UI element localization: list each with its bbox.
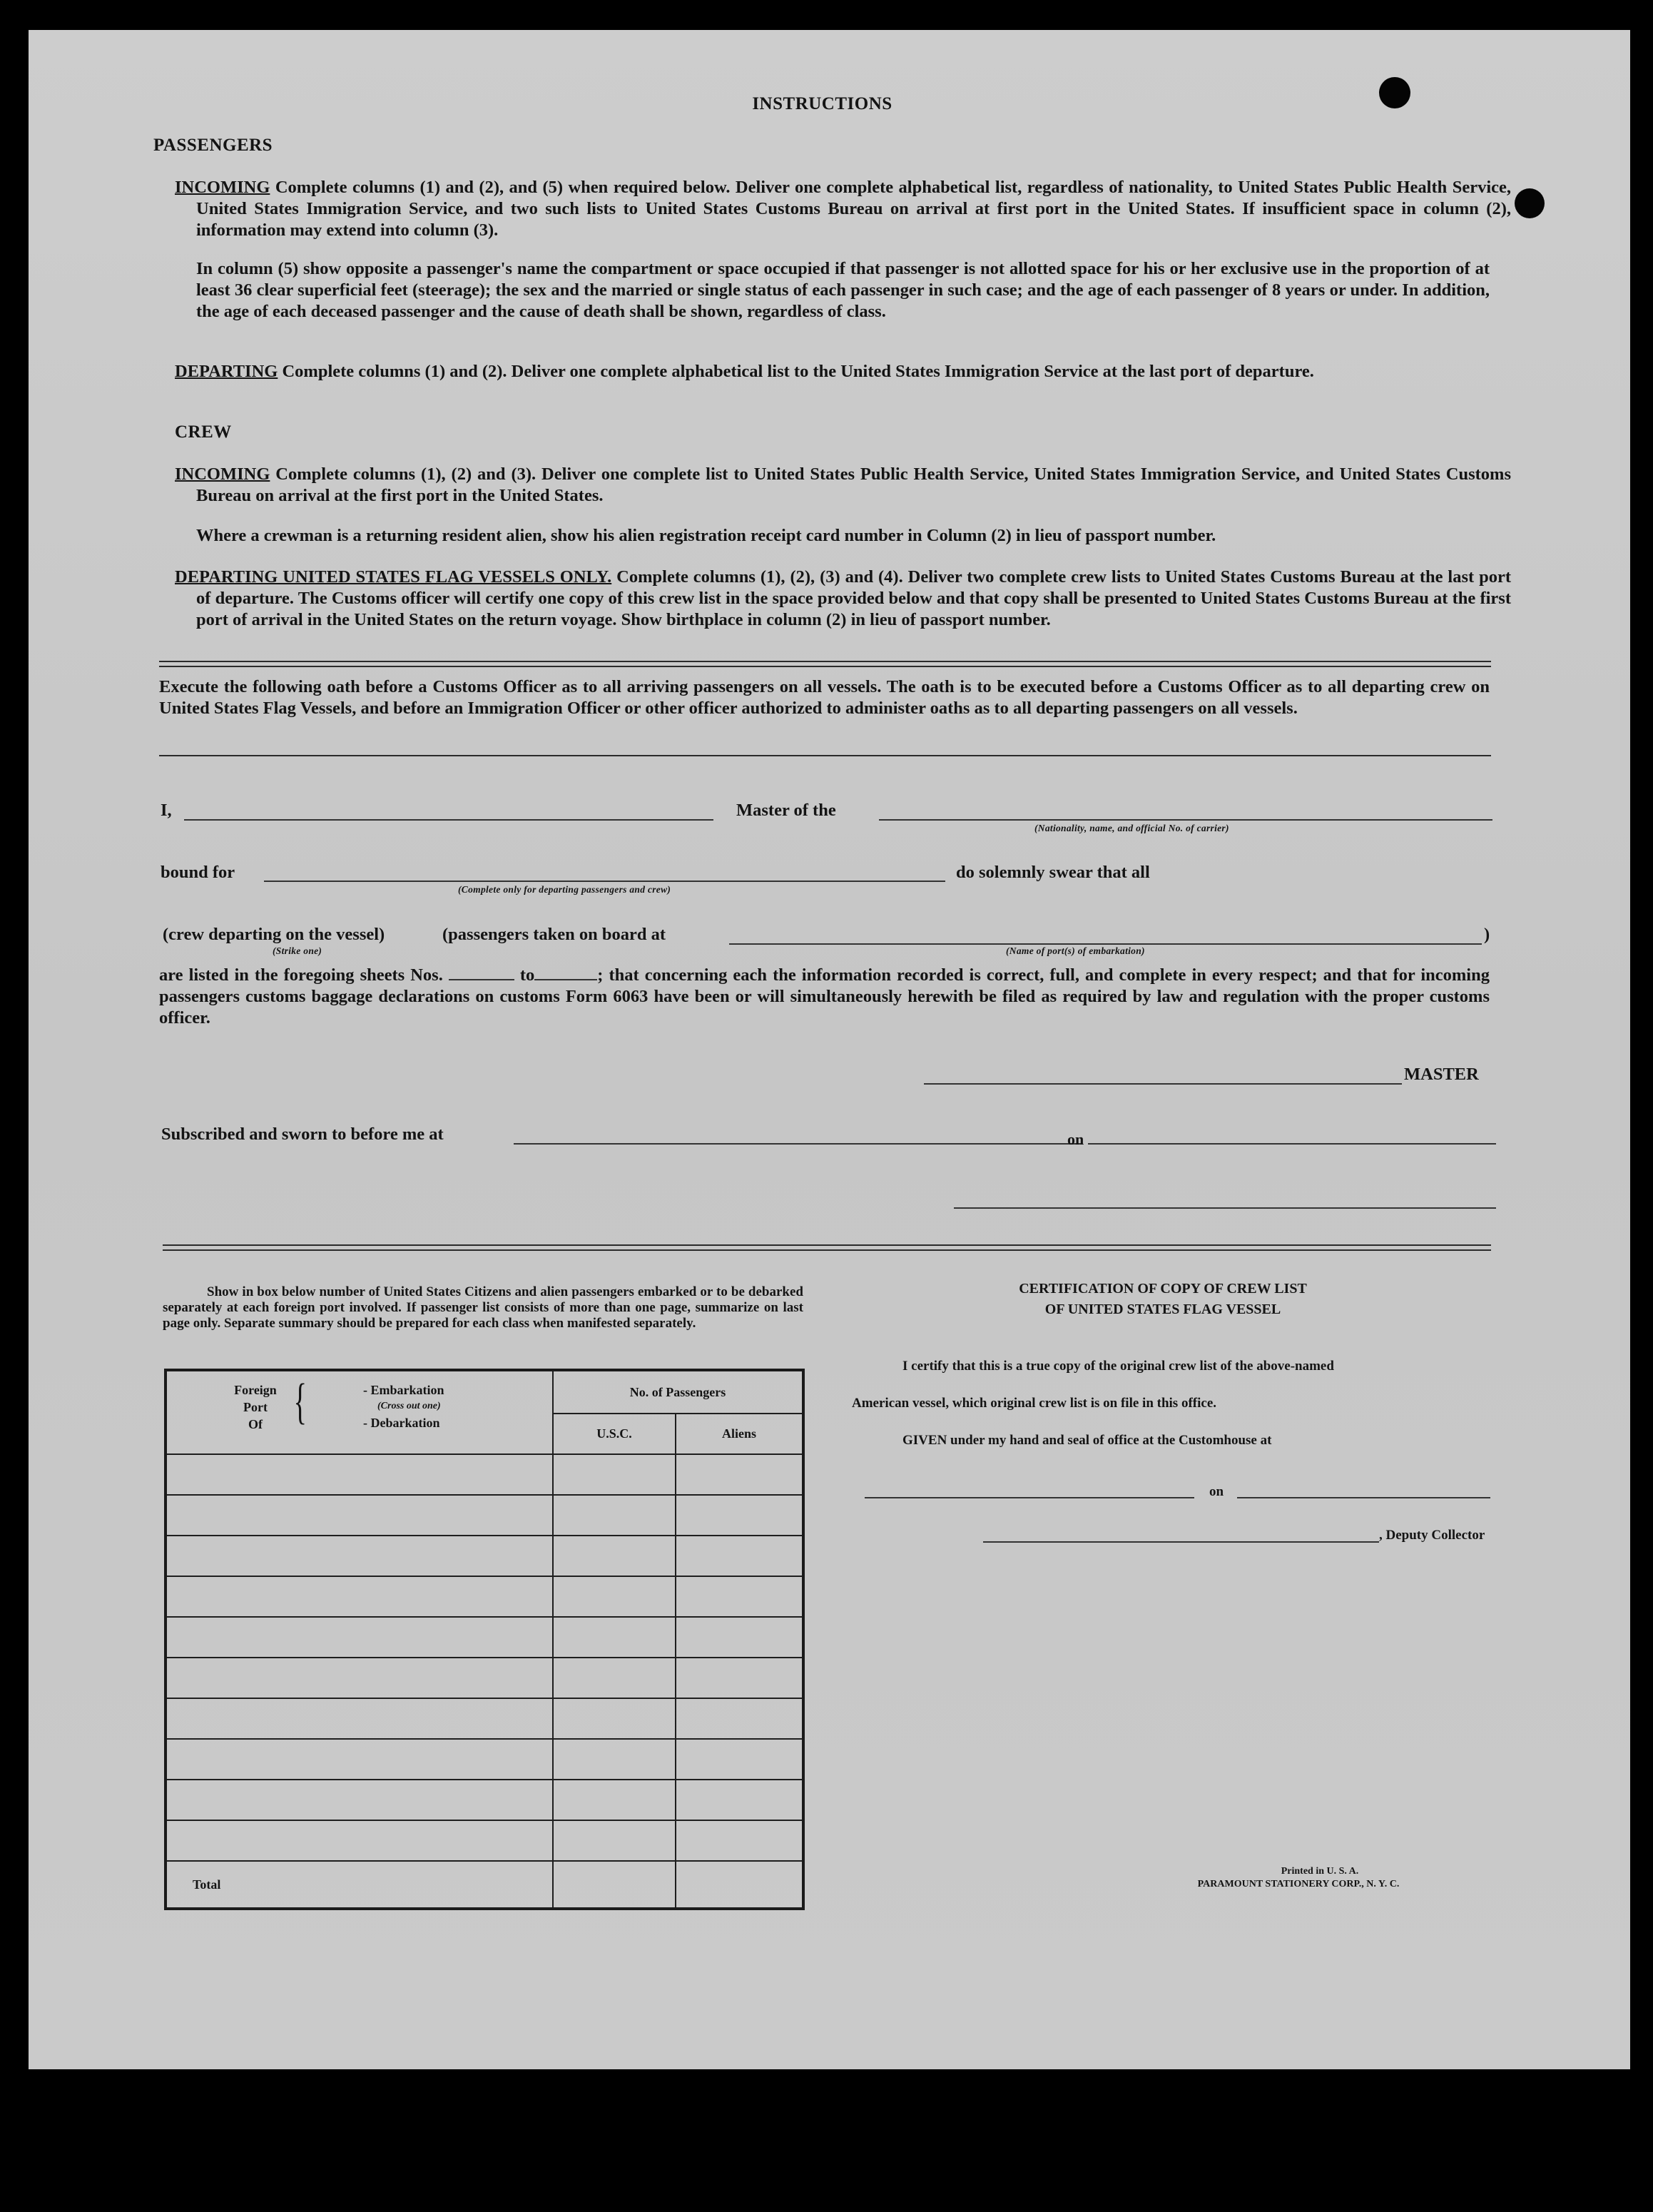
port-cell[interactable] xyxy=(166,1698,553,1739)
given-text: GIVEN under my hand and seal of office at the Customhouse at xyxy=(902,1433,1272,1448)
embarkation-label: - Embarkation xyxy=(363,1383,444,1397)
no-of-passengers-header: No. of Passengers xyxy=(553,1370,803,1414)
port-cell[interactable] xyxy=(166,1739,553,1780)
printed-in-usa: Printed in U. S. A. xyxy=(1281,1866,1359,1877)
crew-departing-text: Complete columns (1), (2), (3) and (4). Deliver two complete crew lists to United States Customs Bureau at the last port of departure. The Customs officer will certify one copy of this crew list in the space provided below and that copy shall be presented to United States Customs Bureau at the first port of arrival in the United States on the return voyage. Show birthplace in column (2) in lieu of passport number. xyxy=(196,567,1511,629)
lower-divider xyxy=(163,1244,1491,1251)
aliens-cell[interactable] xyxy=(676,1576,803,1617)
ports-caption: (Name of port(s) of embarkation) xyxy=(1006,945,1145,956)
certify-line1: I certify that this is a true copy of the original crew list of the above-named xyxy=(902,1359,1334,1374)
aliens-cell[interactable] xyxy=(676,1495,803,1536)
sheets-suffix: ; that concerning each the information recorded is correct, full, and complete in every respect; and that for incoming passengers customs baggage declarations on customs Form 6063 have been or will simultaneously herewith be filed as required by law and regulation with the proper customs officer. xyxy=(159,965,1490,1028)
carrier-field[interactable] xyxy=(879,819,1492,821)
certification-on-label: on xyxy=(1209,1484,1224,1499)
table-header-row xyxy=(166,1370,803,1414)
usc-cell[interactable] xyxy=(553,1780,676,1820)
subscribed-text: Subscribed and sworn to before me at xyxy=(161,1125,444,1144)
table-row xyxy=(166,1576,803,1617)
master-name-field[interactable] xyxy=(184,819,713,821)
port-cell[interactable] xyxy=(166,1454,553,1495)
crew-departing-paragraph xyxy=(175,567,1511,631)
total-row xyxy=(166,1861,803,1909)
aliens-cell[interactable] xyxy=(676,1617,803,1658)
sheet-from-field[interactable] xyxy=(449,966,514,980)
departing-text: Complete columns (1) and (2). Deliver one complete alphabetical list to the United States Immigration Service at the last port of departure. xyxy=(278,362,1314,381)
total-label: Total xyxy=(166,1861,553,1909)
table-row xyxy=(166,1698,803,1739)
sworn-location-field[interactable] xyxy=(514,1143,1081,1145)
usc-cell[interactable] xyxy=(553,1576,676,1617)
aliens-cell[interactable] xyxy=(676,1780,803,1820)
customhouse-field[interactable] xyxy=(865,1497,1194,1498)
close-paren: ) xyxy=(1484,925,1490,944)
oath-i-label: I, xyxy=(161,801,172,820)
port-cell[interactable] xyxy=(166,1536,553,1576)
sheets-prefix: are listed in the foregoing sheets Nos. xyxy=(159,965,443,985)
nationality-caption: (Nationality, name, and official No. of carrier) xyxy=(1034,823,1229,833)
certification-date-field[interactable] xyxy=(1237,1497,1490,1498)
total-usc-cell[interactable] xyxy=(553,1861,676,1909)
certification-title-line1: CERTIFICATION OF COPY OF CREW LIST xyxy=(1019,1281,1307,1297)
brace-glyph: { xyxy=(293,1374,307,1429)
strike-one-caption: (Strike one) xyxy=(273,945,322,956)
passengers-departing-paragraph xyxy=(175,361,1511,382)
incoming-label: INCOMING xyxy=(175,178,270,197)
table-row xyxy=(166,1617,803,1658)
crew-incoming-label: INCOMING xyxy=(175,465,270,484)
passengers-taken-option[interactable]: (passengers taken on board at xyxy=(442,925,666,944)
foreign-port-of-stack xyxy=(227,1381,284,1433)
port-cell[interactable] xyxy=(166,1780,553,1820)
master-signature-field[interactable] xyxy=(924,1083,1402,1085)
officer-signature-field[interactable] xyxy=(954,1207,1496,1209)
passengers-heading: PASSENGERS xyxy=(153,136,273,155)
usc-header: U.S.C. xyxy=(553,1414,676,1454)
section-divider xyxy=(159,661,1491,667)
certification-title xyxy=(849,1279,1477,1320)
passengers-incoming-paragraph xyxy=(175,177,1511,241)
usc-cell[interactable] xyxy=(553,1617,676,1658)
column5-paragraph: In column (5) show opposite a passenger's name the compartment or space occupied if that passenger is not allotted space for his or her exclusive use in the proportion of at least 36 clear superficial feet (steerage); the sex and the married or single status of each passenger in such case; and the age of each passenger of 8 years or under. In addition, the age of each deceased passenger and the cause of death shall be shown, regardless of class. xyxy=(196,259,1490,321)
aliens-cell[interactable] xyxy=(676,1698,803,1739)
complete-only-caption: (Complete only for departing passengers and crew) xyxy=(458,884,671,895)
oath-divider xyxy=(159,755,1491,756)
deputy-collector-label: , Deputy Collector xyxy=(1379,1528,1485,1543)
port-label: Port xyxy=(243,1400,268,1414)
of-label: Of xyxy=(248,1417,263,1431)
incoming-text: Complete columns (1) and (2), and (5) when required below. Deliver one complete alphabetical list, regardless of nationality, to United States Public Health Service, United States Immigration Service, and two such lists to United States Customs Bureau on arrival at first port in the United States. If insufficient space in column (2), information may extend into column (3). xyxy=(196,178,1511,240)
sheets-paragraph xyxy=(159,965,1490,1029)
sheets-to-label: to xyxy=(519,965,535,985)
ports-field[interactable] xyxy=(729,943,1482,945)
printer-imprint xyxy=(1120,1865,1477,1891)
summary-instructions: Show in box below number of United States Citizens and alien passengers embarked or to be debarked separately at each foreign port involved. If passenger list consists of more than one page, summarize on last page only. Separate summary should be prepared for each class when manifested separately. xyxy=(163,1284,803,1331)
master-of-label: Master of the xyxy=(736,801,836,820)
table-row xyxy=(166,1454,803,1495)
sworn-date-field[interactable] xyxy=(1088,1143,1496,1145)
usc-cell[interactable] xyxy=(553,1820,676,1861)
usc-cell[interactable] xyxy=(553,1495,676,1536)
swear-text: do solemnly swear that all xyxy=(956,863,1150,882)
aliens-cell[interactable] xyxy=(676,1739,803,1780)
bound-for-label: bound for xyxy=(161,863,235,882)
certify-line2: American vessel, which original crew list is on file in this office. xyxy=(852,1396,1217,1411)
master-label: MASTER xyxy=(1404,1065,1479,1084)
crew-departing-label: DEPARTING UNITED STATES FLAG VESSELS ONLY. xyxy=(175,567,612,587)
table-row xyxy=(166,1820,803,1861)
sworn-on-label: on xyxy=(1067,1130,1084,1148)
port-cell[interactable] xyxy=(166,1576,553,1617)
debarkation-label: - Debarkation xyxy=(363,1416,440,1430)
page-title: INSTRUCTIONS xyxy=(752,94,892,113)
aliens-cell[interactable] xyxy=(676,1536,803,1576)
aliens-cell[interactable] xyxy=(676,1820,803,1861)
certification-title-line2: OF UNITED STATES FLAG VESSEL xyxy=(1044,1302,1281,1317)
crew-heading: CREW xyxy=(175,422,232,442)
port-cell[interactable] xyxy=(166,1820,553,1861)
aliens-cell[interactable] xyxy=(676,1454,803,1495)
table-row xyxy=(166,1495,803,1536)
foreign-port-header xyxy=(166,1370,553,1454)
crew-incoming-paragraph xyxy=(175,464,1511,507)
table-row xyxy=(166,1536,803,1576)
table-row xyxy=(166,1780,803,1820)
printer-name: PARAMOUNT STATIONERY CORP., N. Y. C. xyxy=(1197,1879,1400,1889)
crew-departing-option[interactable]: (crew departing on the vessel) xyxy=(163,925,385,944)
table-row xyxy=(166,1739,803,1780)
aliens-header: Aliens xyxy=(676,1414,803,1454)
bound-for-field[interactable] xyxy=(264,881,945,882)
port-cell[interactable] xyxy=(166,1495,553,1536)
aliens-cell[interactable] xyxy=(676,1658,803,1698)
sheet-to-field[interactable] xyxy=(534,966,597,980)
embark-debark-stack xyxy=(363,1381,444,1431)
usc-cell[interactable] xyxy=(553,1536,676,1576)
oath-instructions: Execute the following oath before a Customs Officer as to all arriving passengers on all vessels. The oath is to be executed before a Customs Officer as to all departing crew on United States Flag Vessels, and before an Immigration Officer or other officer authorized to administer oaths as to all departing passengers on all vessels. xyxy=(159,677,1490,718)
resident-alien-paragraph: Where a crewman is a returning resident alien, show his alien registration receipt card number in Column (2) in lieu of passport number. xyxy=(196,526,1216,545)
punch-hole-right xyxy=(1515,188,1545,218)
crew-incoming-text: Complete columns (1), (2) and (3). Deliver one complete list to United States Public Health Service, United States Immigration Service, and United States Customs Bureau on arrival at the first port in the United States. xyxy=(196,465,1511,505)
bleed-through-mark xyxy=(243,59,245,70)
cross-out-label: (Cross out one) xyxy=(377,1401,441,1411)
usc-cell[interactable] xyxy=(553,1658,676,1698)
form-page xyxy=(29,30,1630,2069)
usc-cell[interactable] xyxy=(553,1454,676,1495)
foreign-label: Foreign xyxy=(234,1383,277,1397)
usc-cell[interactable] xyxy=(553,1739,676,1780)
usc-cell[interactable] xyxy=(553,1698,676,1739)
passenger-summary-table xyxy=(164,1369,805,1910)
departing-label: DEPARTING xyxy=(175,362,278,381)
port-cell[interactable] xyxy=(166,1658,553,1698)
total-aliens-cell[interactable] xyxy=(676,1861,803,1909)
deputy-collector-signature-field[interactable] xyxy=(983,1541,1379,1543)
port-cell[interactable] xyxy=(166,1617,553,1658)
table-row xyxy=(166,1658,803,1698)
